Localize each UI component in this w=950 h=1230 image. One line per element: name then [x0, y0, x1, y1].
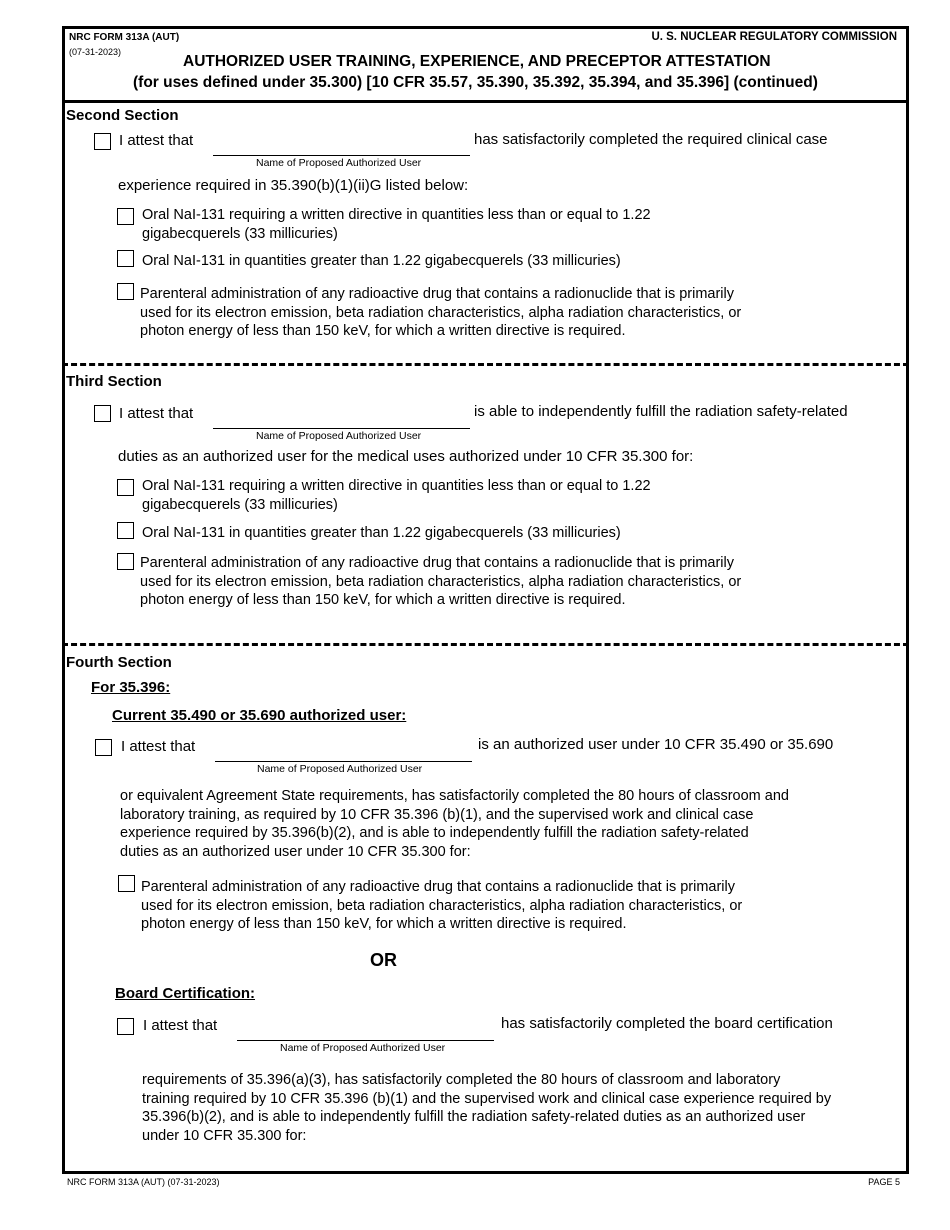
attest-tail: is an authorized user under 10 CFR 35.490 or 35.690 — [478, 736, 834, 753]
second-option-2-checkbox[interactable] — [117, 250, 134, 267]
name-caption: Name of Proposed Authorized User — [280, 1042, 446, 1054]
attest-continuation: experience required in 35.390(b)(1)(ii)G listed below: — [118, 177, 469, 194]
attest-label: I attest that — [119, 405, 194, 422]
fourth-option-text: Parenteral administration of any radioactive drug that contains a radionuclide that is primarily used for its electron emission, beta radiation characteristics, alpha radiation characteristics, or photon energy of less than 150 keV, for which a written directive is required. — [141, 879, 743, 932]
attest-tail: is able to independently fulfill the radiation safety-related — [474, 403, 848, 420]
fourth-attest-checkbox[interactable] — [95, 739, 112, 756]
attest-label: I attest that — [143, 1017, 218, 1034]
third-option-1-text: Oral NaI-131 requiring a written directive in quantities less than or equal to 1.22 gigabecquerels (33 millicuries) — [142, 478, 651, 513]
or-label: OR — [370, 950, 397, 970]
second-attest-checkbox[interactable] — [94, 133, 111, 150]
second-option-3-text: Parenteral administration of any radioactive drug that contains a radionuclide that is primarily used for its electron emission, beta radiation characteristics, alpha radiation characteristics, or photon energy of less than 150 keV, for which a written directive is required. — [140, 286, 742, 339]
current-user-label: Current 35.490 or 35.690 authorized user: — [112, 707, 407, 724]
section-heading-second: Second Section — [66, 107, 179, 124]
second-name-field[interactable] — [213, 155, 470, 156]
second-option-1-checkbox[interactable] — [117, 208, 134, 225]
third-option-3-text: Parenteral administration of any radioactive drug that contains a radionuclide that is primarily used for its electron emission, beta radiation characteristics, alpha radiation characteristics, or photon energy of less than 150 keV, for which a written directive is required. — [140, 555, 742, 608]
fourth-option-checkbox[interactable] — [118, 875, 135, 892]
form-id: NRC FORM 313A (AUT) — [69, 32, 180, 43]
attest-continuation: duties as an authorized user for the medical uses authorized under 10 CFR 35.300 for: — [118, 448, 694, 465]
board-paragraph: requirements of 35.396(a)(3), has satisfactorily completed the 80 hours of classroom and laboratory training required by 10 CFR 35.396 (b)(1) and the supervised work and clinical case experience required by 35.396(b)(2), and is able to independently fulfill the radiation safety-related duties as an authorized user under 10 CFR 35.300 for: — [142, 1072, 832, 1144]
for-35396-label: For 35.396: — [91, 679, 171, 696]
page-number: PAGE 5 — [868, 1177, 900, 1187]
form-title: AUTHORIZED USER TRAINING, EXPERIENCE, AND PRECEPTOR ATTESTATION — [183, 53, 771, 70]
current-user-paragraph: or equivalent Agreement State requirements, has satisfactorily completed the 80 hours of classroom and laboratory training, as required by 10 CFR 35.396 (b)(1), and the supervised work and clinical case experience required by 35.396(b)(2), and is able to independently fulfill the radiation safety-related duties as an authorized user under 10 CFR 35.300 for: — [120, 788, 789, 860]
third-option-2-checkbox[interactable] — [117, 522, 134, 539]
attest-tail: has satisfactorily completed the board certification — [501, 1015, 833, 1032]
second-option-3-checkbox[interactable] — [117, 283, 134, 300]
board-attest-checkbox[interactable] — [117, 1018, 134, 1035]
name-caption: Name of Proposed Authorized User — [257, 763, 423, 775]
second-option-2-text: Oral NaI-131 in quantities greater than 1.22 gigabecquerels (33 millicuries) — [142, 253, 621, 269]
section-heading-fourth: Fourth Section — [66, 654, 172, 671]
attest-label: I attest that — [119, 132, 194, 149]
form-date: (07-31-2023) — [69, 47, 122, 57]
name-caption: Name of Proposed Authorized User — [256, 157, 422, 169]
fourth-name-field[interactable] — [215, 761, 472, 762]
third-name-field[interactable] — [213, 428, 470, 429]
section-divider — [62, 643, 909, 646]
form-subtitle: (for uses defined under 35.300) [10 CFR 35.57, 35.390, 35.392, 35.394, and 35.396] (continued) — [133, 74, 818, 91]
name-caption: Name of Proposed Authorized User — [256, 430, 422, 442]
third-option-3-checkbox[interactable] — [117, 553, 134, 570]
board-name-field[interactable] — [237, 1040, 494, 1041]
footer-form-ref: NRC FORM 313A (AUT) (07-31-2023) — [67, 1177, 220, 1187]
agency-name: U. S. NUCLEAR REGULATORY COMMISSION — [651, 31, 897, 43]
board-certification-label: Board Certification: — [115, 985, 256, 1002]
third-option-2-text: Oral NaI-131 in quantities greater than 1.22 gigabecquerels (33 millicuries) — [142, 525, 621, 541]
header-rule — [62, 100, 909, 103]
section-divider — [62, 363, 909, 366]
second-option-1-text: Oral NaI-131 requiring a written directive in quantities less than or equal to 1.22 gigabecquerels (33 millicuries) — [142, 207, 651, 242]
section-heading-third: Third Section — [66, 373, 162, 390]
attest-tail: has satisfactorily completed the required clinical case — [474, 131, 828, 148]
third-attest-checkbox[interactable] — [94, 405, 111, 422]
third-option-1-checkbox[interactable] — [117, 479, 134, 496]
attest-label: I attest that — [121, 738, 196, 755]
